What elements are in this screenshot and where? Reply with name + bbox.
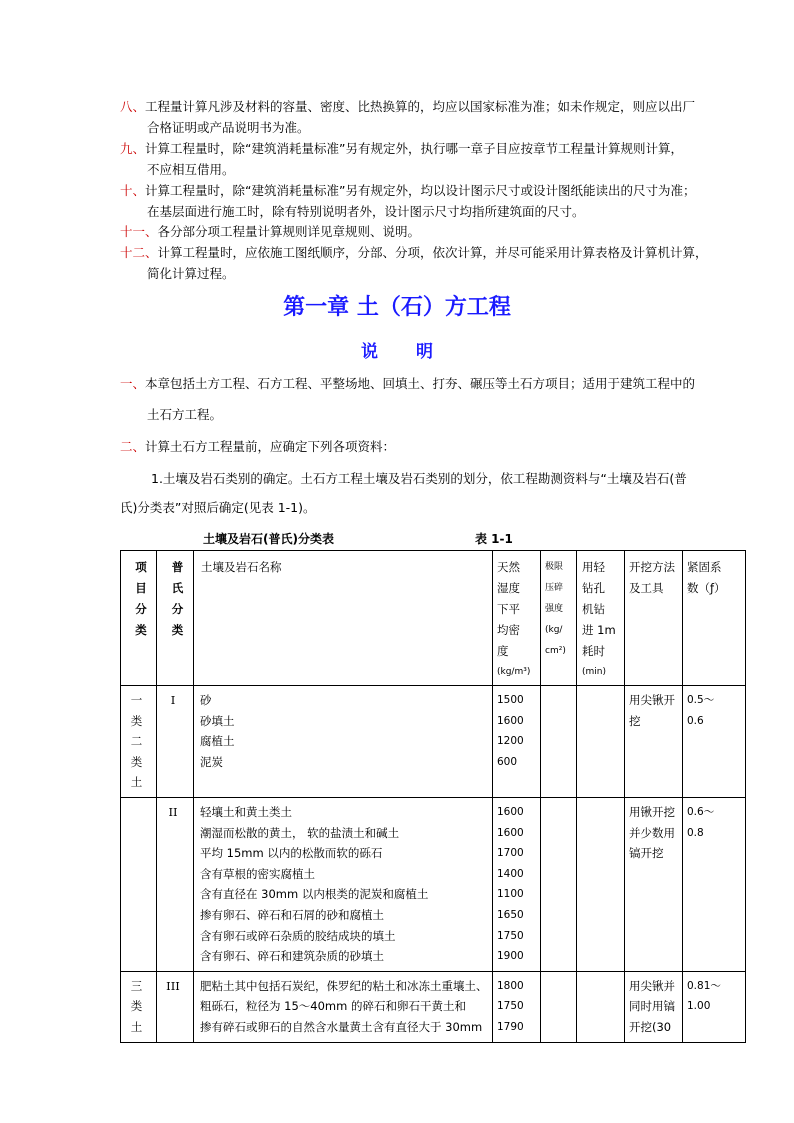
header-coefficient: 紧固系 数（ƒ） <box>683 551 746 686</box>
name-cell: 砂 砂填土 腐植土 泥炭 <box>194 686 493 798</box>
method-cell: 用尖锹开 挖 <box>625 686 683 798</box>
table-row <box>121 797 746 971</box>
header-grade: 普 氏 分 类 <box>157 551 194 686</box>
coefficient-cell: 0.5～ 0.6 <box>683 686 746 798</box>
rule-12 <box>120 246 708 281</box>
rule-10 <box>120 184 695 219</box>
section-1-continued: 土石方工程。 <box>147 407 223 422</box>
rule-9 <box>120 142 683 177</box>
category-cell <box>121 797 157 971</box>
chapter-title: 第一章 土（石）方工程 <box>283 294 511 320</box>
subtitle-char: 明 <box>416 342 433 362</box>
section-number: 一、 <box>120 376 146 391</box>
density-cell: 1800 1750 1790 <box>493 971 541 1042</box>
section-number: 二、 <box>120 439 146 454</box>
subtitle-char: 说 <box>361 342 378 362</box>
category-cell: 一 类 二 类 土 <box>121 686 157 798</box>
strength-cell <box>541 971 577 1042</box>
coefficient-cell: 0.6～ 0.8 <box>683 797 746 971</box>
rule-text: 计算工程量时，除“建筑消耗量标准”另有规定外，均以设计图示尺寸或设计图纸能读出的尺寸为准； <box>145 183 696 198</box>
rule-text: 各分部分项工程量计算规则详见章规则、说明。 <box>157 224 421 239</box>
soil-classification-table <box>120 550 746 1043</box>
density-cell: 1600 1600 1700 1400 1100 1650 1750 1900 <box>493 797 541 971</box>
section-2 <box>120 437 395 455</box>
table-row <box>121 971 746 1042</box>
header-category: 项 目 分 类 <box>121 551 157 686</box>
item-1: 1.土壤及岩石类别的确定。土石方工程土壤及岩石类别的划分，依工程勘测资料与“土壤及岩石(普 <box>151 471 687 486</box>
rule-8 <box>120 100 695 135</box>
header-density: 天然 湿度 下平 均密 度 (kg/m³) <box>493 551 541 686</box>
table-number: 表 1-1 <box>475 532 513 546</box>
rule-text-continued: 在基层面进行施工时，除有特别说明者外，设计图示尺寸均指所建筑面的尺寸。 <box>147 204 585 219</box>
rule-text: 计算工程量时，除“建筑消耗量标准”另有规定外，执行哪一章子目应按章节工程量计算规则计算， <box>145 141 683 156</box>
grade-cell: II <box>157 797 194 971</box>
rule-number: 八、 <box>120 99 146 114</box>
drill-cell <box>577 686 625 798</box>
table-title: 土壤及岩石(普氏)分类表 <box>203 532 334 546</box>
name-cell: 肥粘土其中包括石炭纪，侏罗纪的粘土和冰冻土重壤土、 粗砾石，粒径为 15～40mm 的碎石和卵石干黄土和 掺有碎石或卵石的自然含水量黄土含有直径大于 30mm <box>194 971 493 1042</box>
rule-text-continued: 简化计算过程。 <box>147 266 235 281</box>
section-1 <box>120 374 695 392</box>
drill-cell <box>577 971 625 1042</box>
rule-number: 十、 <box>120 183 146 198</box>
drill-cell <box>577 797 625 971</box>
section-text: 计算土石方工程量前，应确定下列各项资料： <box>145 439 396 454</box>
rule-text: 计算工程量时，应依施工图纸顺序，分部、分项，依次计算，并尽可能采用计算表格及计算机计算， <box>157 245 708 260</box>
rule-11 <box>120 225 420 239</box>
strength-cell <box>541 797 577 971</box>
name-cell: 轻壤土和黄土类土 潮湿而松散的黄土， 软的盐渍土和碱土 平均 15mm 以内的松散而软的砾石 含有草根的密实腐植土 含有直径在 30mm 以内根类的泥炭和腐植土 掺有卵石、碎石和石屑的砂和腐植土 含有卵石或碎石杂质的胶结成块的填土 含有卵石、碎石和建筑杂质的砂填土 <box>194 797 493 971</box>
rule-number: 九、 <box>120 141 146 156</box>
table-row <box>121 686 746 798</box>
rule-number: 十一、 <box>120 224 158 239</box>
grade-cell: III <box>157 971 194 1042</box>
density-cell: 1500 1600 1200 600 <box>493 686 541 798</box>
rule-text-continued: 合格证明或产品说明书为准。 <box>147 120 310 135</box>
category-cell: 三 类 土 <box>121 971 157 1042</box>
rule-text-continued: 不应相互借用。 <box>147 162 235 177</box>
table-header-row <box>121 551 746 686</box>
coefficient-cell: 0.81～ 1.00 <box>683 971 746 1042</box>
item-1-continued: 氏)分类表”对照后确定(见表 1-1)。 <box>120 500 316 515</box>
header-name: 土壤及岩石名称 <box>194 551 493 686</box>
rule-number: 十二、 <box>120 245 158 260</box>
grade-cell: I <box>157 686 194 798</box>
header-strength: 极限 压碎 强度 (kg/ cm²) <box>541 551 577 686</box>
section-subtitle <box>0 337 794 362</box>
strength-cell <box>541 686 577 798</box>
header-drill-time: 用轻 钻孔 机钻 进 1m 耗时 (min) <box>577 551 625 686</box>
method-cell: 用锹开挖 并少数用 镐开挖 <box>625 797 683 971</box>
rule-text: 工程量计算凡涉及材料的容量、密度、比热换算的，均应以国家标准为准；如未作规定，则应以出厂 <box>145 99 696 114</box>
section-text: 本章包括土方工程、石方工程、平整场地、回填土、打夯、碾压等土石方项目；适用于建筑工程中的 <box>145 376 696 391</box>
method-cell: 用尖锹并 同时用镐 开挖(30 <box>625 971 683 1042</box>
header-method: 开挖方法 及工具 <box>625 551 683 686</box>
